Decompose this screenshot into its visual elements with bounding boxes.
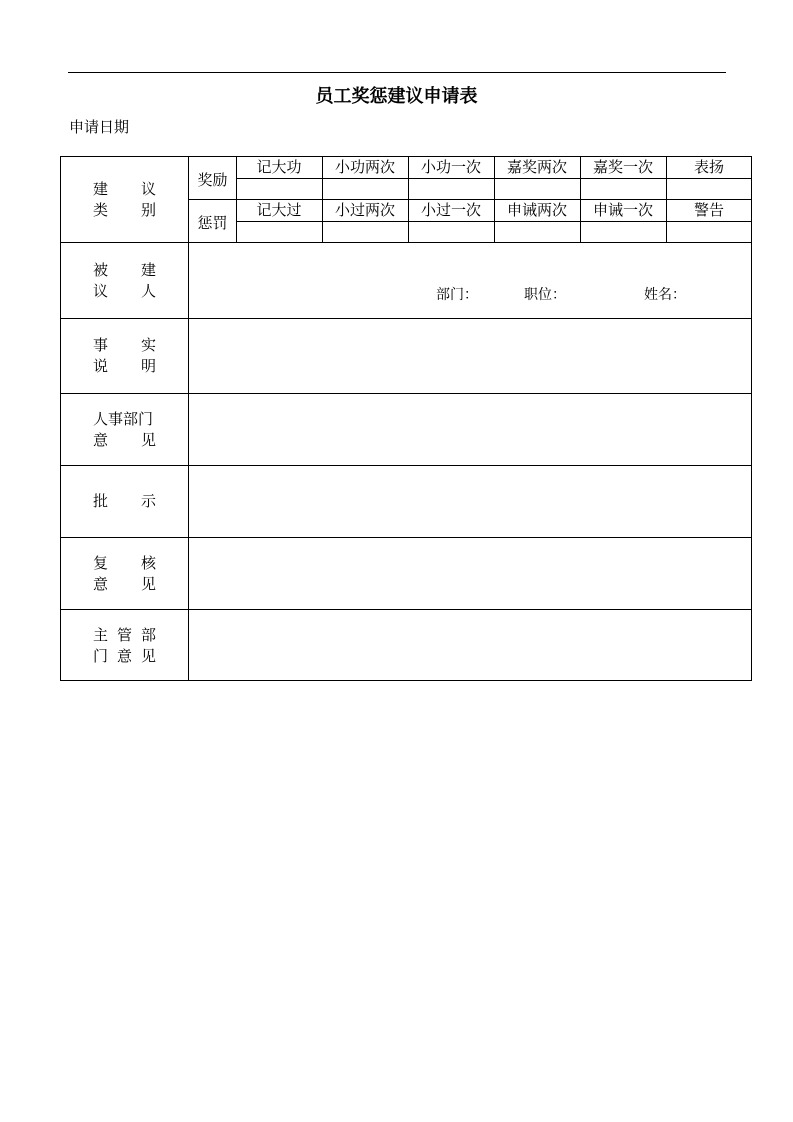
top-rule — [68, 72, 726, 73]
penalty-checkbox-cell[interactable] — [494, 222, 580, 242]
reward-checkbox-cell[interactable] — [494, 179, 580, 199]
penalty-option-major-demerit: 记大过 — [256, 201, 302, 219]
hr-opinion-label: 人事部门 意 见 — [93, 410, 156, 449]
supervisor-label: 主 管 部 门 意 见 — [93, 626, 156, 665]
penalty-option-two-minor-demerits: 小过两次 — [334, 201, 395, 219]
review-label: 复 核 意 见 — [93, 554, 156, 593]
facts-field[interactable] — [189, 319, 751, 393]
reward-option-two-commendations: 嘉奖两次 — [506, 158, 567, 176]
penalty-checkbox-cell[interactable] — [236, 222, 322, 242]
reward-label: 奖励 — [197, 171, 228, 189]
facts-label: 事 实 说 明 — [93, 336, 156, 375]
penalty-checkbox-cell[interactable] — [666, 222, 752, 242]
suggestion-type-label: 建 议 类 别 — [93, 180, 156, 219]
approval-label: 批 示 — [93, 492, 156, 510]
reward-checkbox-cell[interactable] — [408, 179, 494, 199]
page-title: 员工奖惩建议申请表 — [315, 86, 478, 107]
nominee-field[interactable] — [189, 243, 751, 318]
reward-option-one-minor-merit: 小功一次 — [420, 158, 481, 176]
reward-checkbox-cell[interactable] — [322, 179, 408, 199]
reward-option-two-minor-merits: 小功两次 — [334, 158, 395, 176]
approval-field[interactable] — [189, 466, 751, 537]
reward-checkbox-cell[interactable] — [580, 179, 666, 199]
penalty-checkbox-cell[interactable] — [580, 222, 666, 242]
penalty-checkbox-cell[interactable] — [408, 222, 494, 242]
penalty-option-two-reprimands: 申诫两次 — [506, 201, 567, 219]
department-label: 部门： — [436, 287, 478, 303]
review-field[interactable] — [189, 538, 751, 609]
position-label: 职位： — [524, 287, 566, 303]
application-date-label: 申请日期 — [69, 118, 130, 136]
nominee-label: 被 建 议 人 — [93, 261, 156, 300]
hr-opinion-field[interactable] — [189, 394, 751, 465]
penalty-option-warning: 警告 — [693, 201, 724, 219]
reward-option-major-merit: 记大功 — [256, 158, 302, 176]
penalty-label: 惩罚 — [197, 214, 228, 232]
name-label: 姓名： — [644, 287, 686, 303]
supervisor-field[interactable] — [189, 610, 751, 680]
suggestion-form-table — [60, 156, 752, 681]
penalty-option-one-reprimand: 申诫一次 — [592, 201, 653, 219]
penalty-checkbox-cell[interactable] — [322, 222, 408, 242]
reward-checkbox-cell[interactable] — [666, 179, 752, 199]
penalty-option-one-minor-demerit: 小过一次 — [420, 201, 481, 219]
reward-option-one-commendation: 嘉奖一次 — [592, 158, 653, 176]
reward-option-praise: 表扬 — [693, 158, 724, 176]
reward-checkbox-cell[interactable] — [236, 179, 322, 199]
